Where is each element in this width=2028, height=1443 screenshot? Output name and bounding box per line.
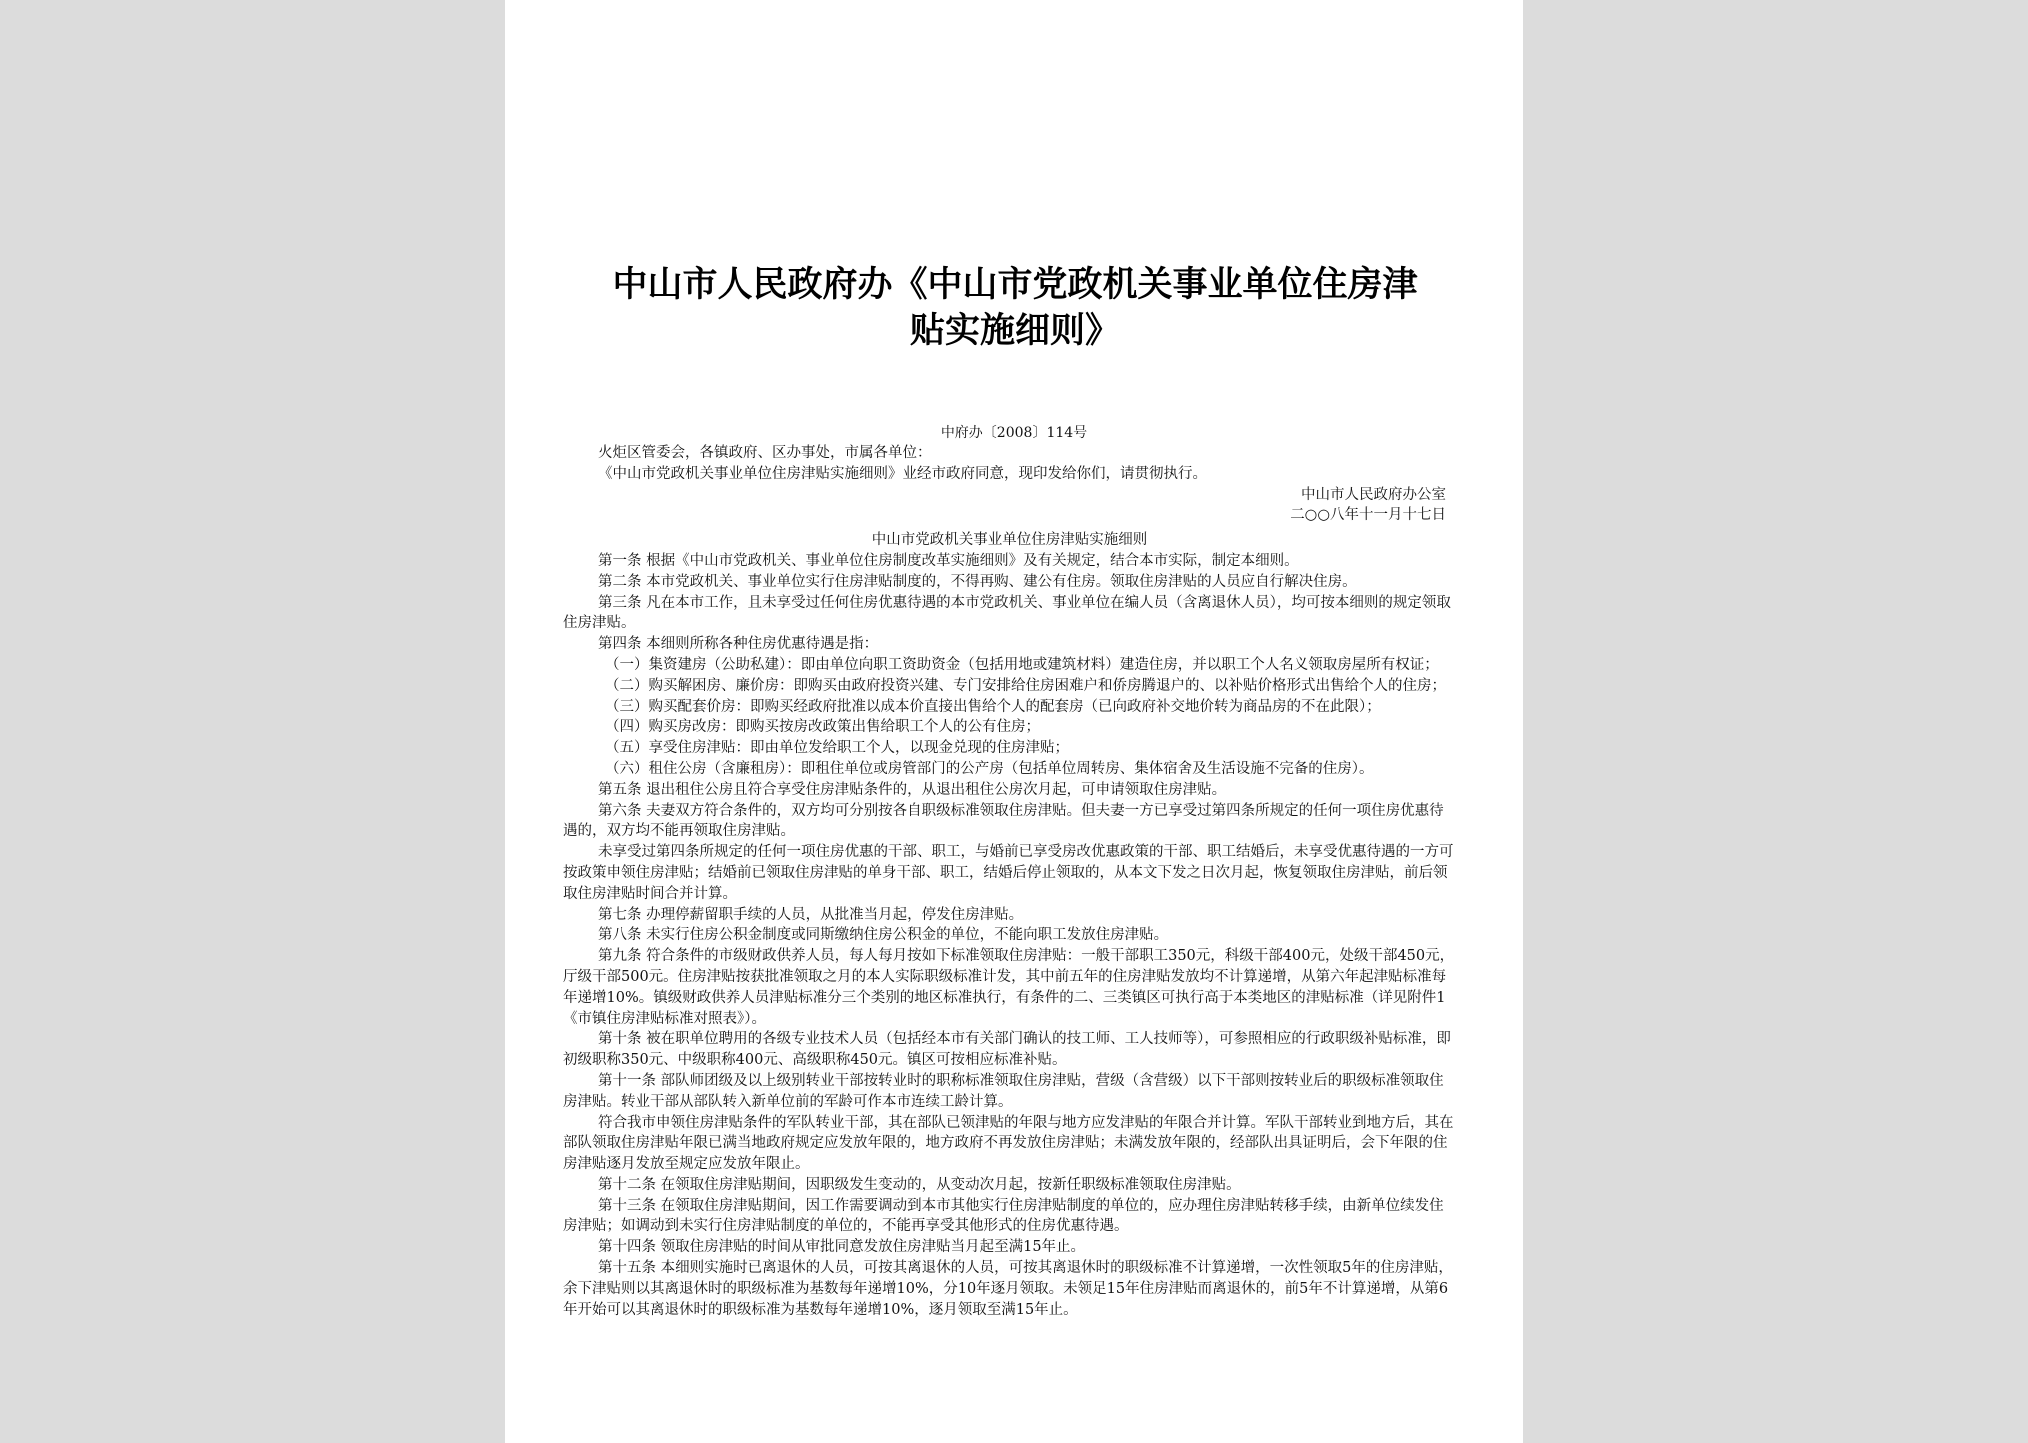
article-7: 第七条 办理停薪留职手续的人员，从批准当月起，停发住房津贴。: [598, 906, 1024, 923]
article-4-item-3: （三）购买配套价房：即购买经政府批准以成本价直接出售给个人的配套房（已向政府补交地价转为商品房的不在此限）；: [605, 698, 1381, 715]
title-line-1: 中山市人民政府办《中山市党政机关事业单位住房津: [612, 264, 1418, 305]
article-11: 第十一条 部队师团级及以上级别转业干部按转业时的职称标准领取住房津贴，营级（含营级）以下干部则按转业后的职级标准领取住房津贴。转业干部从部队转入新单位前的军龄可作本市连续工龄计算。: [563, 1072, 1444, 1110]
signature-org: 中山市人民政府办公室: [1301, 486, 1446, 503]
article-8: 第八条 未实行住房公积金制度或同斯缴纳住房公积金的单位，不能向职工发放住房津贴。: [598, 927, 1169, 944]
article-14: 第十四条 领取住房津贴的时间从审批同意发放住房津贴当月起至满15年止。: [598, 1239, 1086, 1256]
article-3: 第三条 凡在本市工作，且未享受过任何住房优惠待遇的本市党政机关、事业单位在编人员（含离退休人员），均可按本细则的规定领取住房津贴。: [563, 594, 1451, 632]
signature-date: 二○○八年十一月十七日: [1290, 507, 1446, 524]
document-title: [600, 262, 1430, 354]
article-4-item-1: （一）集资建房（公助私建）：即由单位向职工资助资金（包括用地或建筑材料）建造住房，并以职工个人名义领取房屋所有权证；: [605, 656, 1439, 673]
article-10: 第十条 被在职单位聘用的各级专业技术人员（包括经本市有关部门确认的技工师、工人技师等），可参照相应的行政职级补贴标准，即初级职称350元、中级职称400元、高级职称450元。镇区可按相应标准补贴。: [563, 1031, 1451, 1069]
intro-paragraph: 《中山市党政机关事业单位住房津贴实施细则》业经市政府同意，现印发给你们，请贯彻执行。: [598, 465, 1207, 482]
article-4-item-2: （二）购买解困房、廉价房：即购买由政府投资兴建、专门安排给住房困难户和侨房腾退户的、以补贴价格形式出售给个人的住房；: [605, 677, 1446, 694]
document-body: [563, 443, 1456, 1320]
sub-title: 中山市党政机关事业单位住房津贴实施细则: [871, 532, 1148, 549]
document-page: [505, 0, 1523, 1443]
article-12: 第十二条 在领取住房津贴期间，因职级发生变动的，从变动次月起，按新任职级标准领取住房津贴。: [598, 1176, 1241, 1193]
article-4-item-4: （四）购买房改房：即购买按房改政策出售给职工个人的公有住房；: [605, 719, 1040, 736]
article-4-item-5: （五）享受住房津贴：即由单位发给职工个人，以现金兑现的住房津贴；: [605, 740, 1069, 757]
article-1: 第一条 根据《中山市党政机关、事业单位住房制度改革实施细则》及有关规定，结合本市实际，制定本细则。: [598, 552, 1299, 569]
article-6: 第六条 夫妻双方符合条件的，双方均可分别按各自职级标准领取住房津贴。但夫妻一方已享受过第四条所规定的任何一项住房优惠待遇的，双方均不能再领取住房津贴。: [563, 802, 1444, 840]
article-5: 第五条 退出租住公房且符合享受住房津贴条件的，从退出租住公房次月起，可申请领取住房津贴。: [598, 781, 1227, 798]
article-4-item-6: （六）租住公房（含廉租房）：即租住单位或房管部门的公产房（包括单位周转房、集体宿舍及生活设施不完备的住房）。: [605, 760, 1374, 777]
article-2: 第二条 本市党政机关、事业单位实行住房津贴制度的，不得再购、建公有住房。领取住房津贴的人员应自行解决住房。: [598, 573, 1357, 590]
addressee: 火炬区管委会，各镇政府、区办事处，市属各单位：: [598, 445, 932, 461]
article-6-para-2: 未享受过第四条所规定的任何一项住房优惠的干部、职工，与婚前已享受房改优惠政策的干部、职工结婚后，未享受优惠待遇的一方可按政策申领住房津贴；结婚前已领取住房津贴的单身干部、职工，结婚后停止领取的，从本文下发之日次月起，恢复领取住房津贴，前后领取住房津贴时间合并计算。: [563, 844, 1454, 902]
article-15: 第十五条 本细则实施时已离退休的人员，可按其离退休的人员，可按其离退休时的职级标准不计算递增，一次性领取5年的住房津贴，余下津贴则以其离退休时的职级标准为基数每年递增10%，分10年逐月领取。未领足15年住房津贴而离退休的，前5年不计算递增，从第6年开始可以其离退休时的职级标准为基数每年递增10%，逐月领取至满15年止。: [563, 1260, 1453, 1318]
article-11-para-2: 符合我市申领住房津贴条件的军队转业干部，其在部队已领津贴的年限与地方应发津贴的年限合并计算。军队干部转业到地方后，其在部队领取住房津贴年限已满当地政府规定应发放年限的，地方政府不再发放住房津贴；未满发放年限的，经部队出具证明后，会下年限的住房津贴逐月发放至规定应发放年限止。: [563, 1114, 1454, 1173]
title-line-2: 贴实施细则》: [909, 310, 1120, 351]
article-9: 第九条 符合条件的市级财政供养人员，每人每月按如下标准领取住房津贴：一般干部职工350元，科级干部400元，处级干部450元，厅级干部500元。住房津贴按获批准领取之月的本人实际职级标准计发，其中前五年的住房津贴发放均不计算递增，从第六年起津贴标准每年递增10%。镇级财政供养人员津贴标准分三个类别的地区标准执行，有条件的二、三类镇区可执行高于本类地区的津贴标准（详见附件1《市镇住房津贴标准对照表》）。: [563, 948, 1455, 1027]
article-13: 第十三条 在领取住房津贴期间，因工作需要调动到本市其他实行住房津贴制度的单位的，应办理住房津贴转移手续，由新单位续发住房津贴；如调动到未实行住房津贴制度的单位的，不能再享受其他形式的住房优惠待遇。: [563, 1197, 1444, 1235]
article-4: 第四条 本细则所称各种住房优惠待遇是指：: [598, 636, 879, 653]
document-number: 中府办〔2008〕114号: [940, 425, 1088, 441]
